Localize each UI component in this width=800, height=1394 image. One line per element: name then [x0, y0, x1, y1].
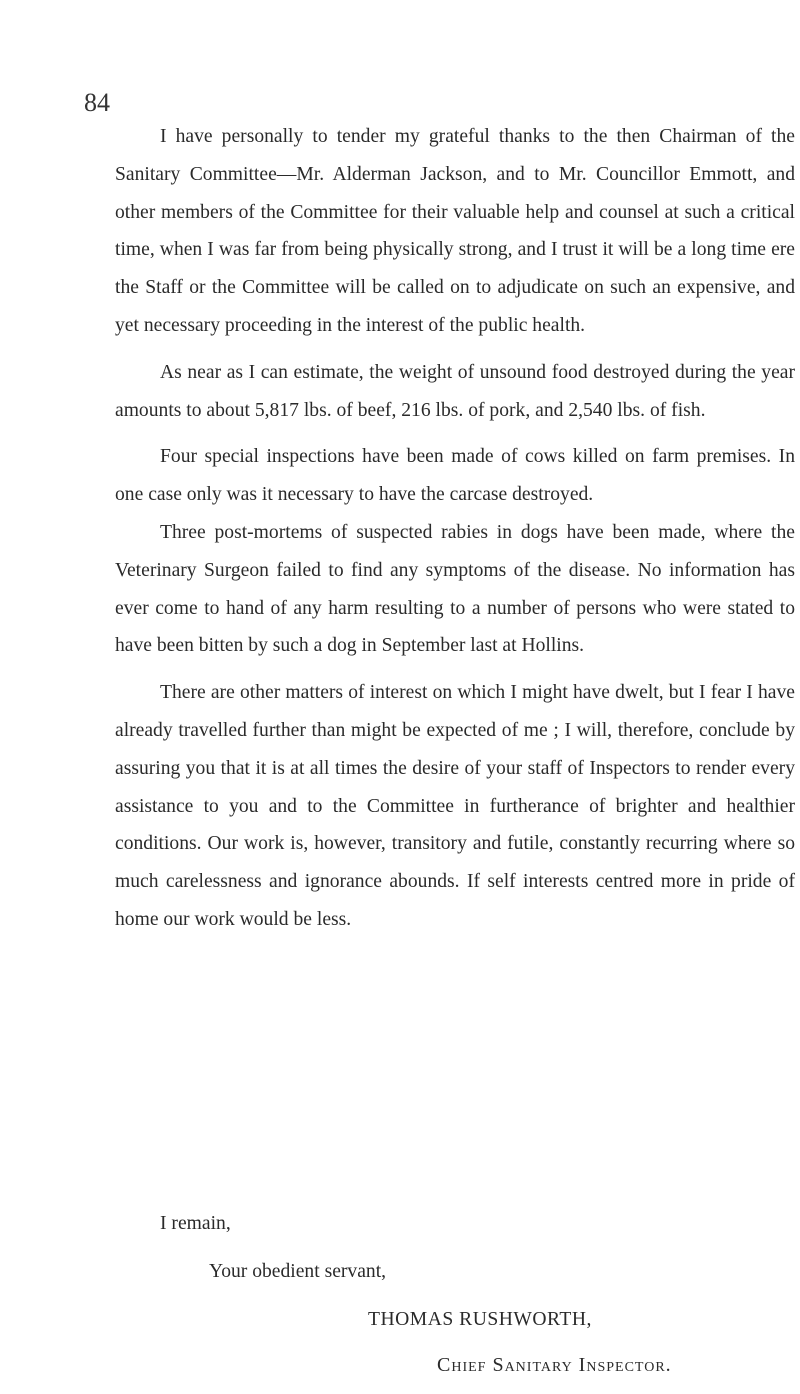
closing-remain: I remain,	[160, 1213, 231, 1234]
paragraph-unsound-food: As near as I can estimate, the weight of unsound food destroyed during the year amounts to about 5,817 lbs. of beef, 216 lbs. of pork, and 2,540 lbs. of fish.	[115, 361, 795, 421]
page-number: 84	[84, 88, 110, 117]
paragraph-thanks: I have personally to tender my grateful thanks to the then Chairman of the Sanitary Committee—Mr. Alderman Jackson, and to Mr. Councillor Emmott, and other members of the Committee for their valuable help and counsel at such a critical time, when I was far from being physically strong, and I trust it will be a long time ere the Staff or the Committee will be called on to adjudicate on such an expensive, and yet necessary proceeding in the interest of the public health.	[115, 126, 795, 336]
paragraph-rabies: Three post-mortems of suspected rabies in dogs have been made, where the Veterinary Surgeon failed to find any symptoms of the disease. No information has ever come to hand of any harm resulting to a number of persons who were stated to have been bitten by such a dog in September last at Hollins.	[115, 521, 795, 657]
letter-body	[115, 118, 795, 939]
signature-title: Chief Sanitary Inspector.	[437, 1354, 672, 1376]
signature-name: THOMAS RUSHWORTH,	[368, 1309, 592, 1330]
paragraph-conclusion: There are other matters of interest on which I might have dwelt, but I fear I have already travelled further than might be expected of me ; I will, therefore, conclude by assuring you that it is at all times the desire of your staff of Inspectors to render every assistance to you and to the Committee in furtherance of brighter and healthier conditions. Our work is, however, transitory and futile, constantly recurring where so much carelessness and ignorance abounds. If self interests centred more in pride of home our work would be less.	[115, 682, 795, 930]
closing-servant: Your obedient servant,	[209, 1261, 387, 1282]
paragraph-farm-inspections: Four special inspections have been made of cows killed on farm premises. In one case only was it necessary to have the carcase destroyed.	[115, 446, 795, 506]
